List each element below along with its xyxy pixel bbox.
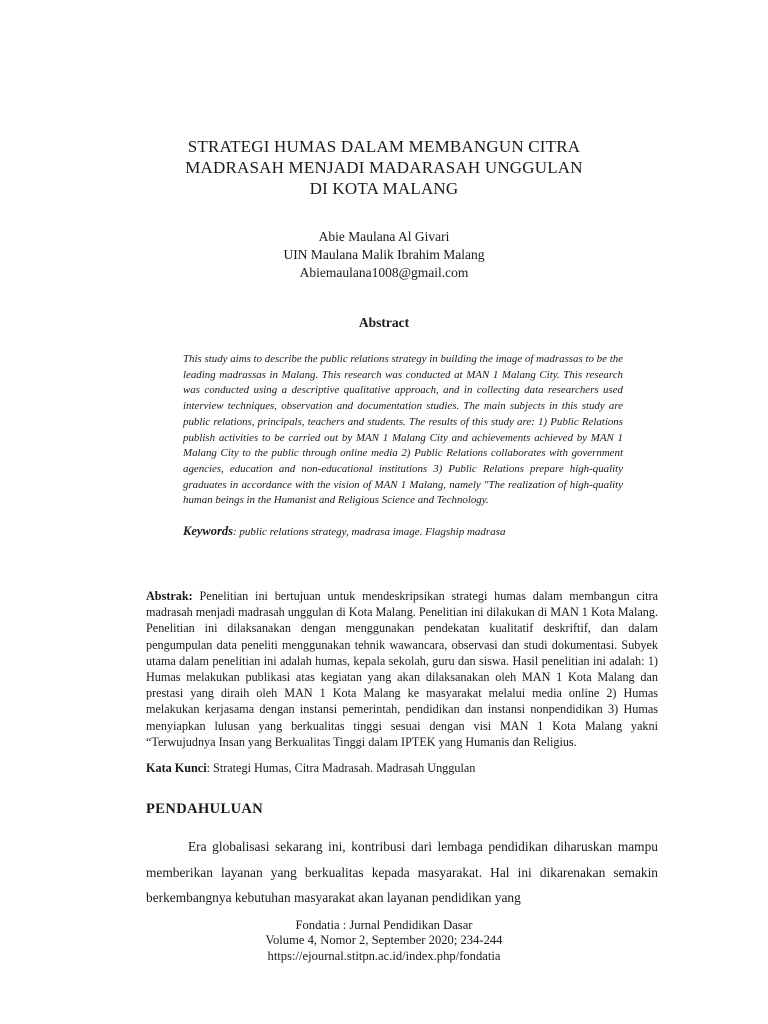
kata-kunci-text: : Strategi Humas, Citra Madrasah. Madrasah Unggulan: [206, 761, 476, 775]
journal-footer: [150, 918, 618, 964]
author-email: Abiemaulana1008@gmail.com: [299, 265, 469, 280]
indonesian-abstract: [146, 588, 658, 750]
title-line-2: MADRASAH MENJADI MADARASAH UNGGULAN: [185, 158, 583, 177]
indonesian-keywords: [146, 761, 658, 776]
paper-title: [120, 136, 648, 199]
english-keywords: [183, 524, 623, 539]
title-line-1: STRATEGI HUMAS DALAM MEMBANGUN CITRA: [187, 137, 581, 156]
kata-kunci-label: Kata Kunci: [146, 761, 207, 775]
author-name: Abie Maulana Al Givari: [318, 229, 450, 244]
abstrak-label: Abstrak:: [146, 589, 193, 603]
footer-url[interactable]: https://ejournal.stitpn.ac.id/index.php/fondatia: [267, 948, 501, 963]
author-block: [150, 228, 618, 282]
keywords-label: Keywords: [183, 524, 233, 538]
intro-paragraph: Era globalisasi sekarang ini, kontribusi dari lembaga pendidikan diharuskan mampu memberikan layanan yang berkualitas kepada masyarakat. Hal ini dikarenakan semakin berkembangnya kebutuhan masyarakat akan layanan pendidikan yang: [146, 839, 658, 905]
section-heading: PENDAHULUAN: [146, 801, 264, 817]
title-line-3: DI KOTA MALANG: [309, 179, 459, 198]
abstrak-text: Penelitian ini bertujuan untuk mendeskripsikan strategi humas dalam membangun citra madrasah menjadi madrasah unggulan di Kota Malang. Penelitian ini dilakukan di MAN 1 Kota Malang. Penelitian ini dilaksanakan dengan menggunakan pendekatan kualitatif deskriftif, dan dalam pengumpulan data peneliti menggunakan tehnik wawancara, observasi dan studi dokumentasi. Subyek utama dalam penelitian ini adalah humas, kepala sekolah, guru dan siswa. Hasil penelitian ini adalah: 1) Humas melakukan publikasi atas kegiatan yang akan dilaksanakan oleh MAN 1 Kota Malang dan prestasi yang diraih oleh MAN 1 Kota Malang ke masyarakat melalui media online 2) Humas melakukan kerjasama dengan instansi pemerintah, pendidikan dan instansi nonpendidikan 3) Humas menyiapkan lulusan yang berkualitas tinggi sesuai dengan visi MAN 1 Kota Malang yakni “Terwujudnya Insan yang Berkualitas Tinggi dalam IPTEK yang Humanis dan Religius.: [146, 589, 658, 749]
english-abstract: This study aims to describe the public relations strategy in building the image of madrassas to be the leading madrassas in Malang. This research was conducted at MAN 1 Malang City. This research was conducted using a descriptive qualitative approach, and in collecting data researchers used interview techniques, observation and documentation studies. The main subjects in this study are public relations, principals, teachers and students. The results of this study are: 1) Public Relations publish activities to be carried out by MAN 1 Malang City and achievements achieved by MAN 1 Malang City to the public through online media 2) Public Relations collaborates with government agencies, education and non-educational institutions 3) Public Relations prepare high-quality graduates in accordance with the vision of MAN 1 Malang, namely "The realization of high-quality human beings in the Humanist and Religious Science and Technology.: [183, 353, 623, 507]
footer-journal: Fondatia : Jurnal Pendidikan Dasar: [295, 918, 473, 932]
keywords-text: : public relations strategy, madrasa image. Flagship madrasa: [233, 526, 506, 538]
author-affiliation: UIN Maulana Malik Ibrahim Malang: [283, 247, 485, 262]
footer-volume: Volume 4, Nomor 2, September 2020; 234-244: [265, 933, 503, 948]
abstract-heading: Abstract: [358, 315, 410, 330]
